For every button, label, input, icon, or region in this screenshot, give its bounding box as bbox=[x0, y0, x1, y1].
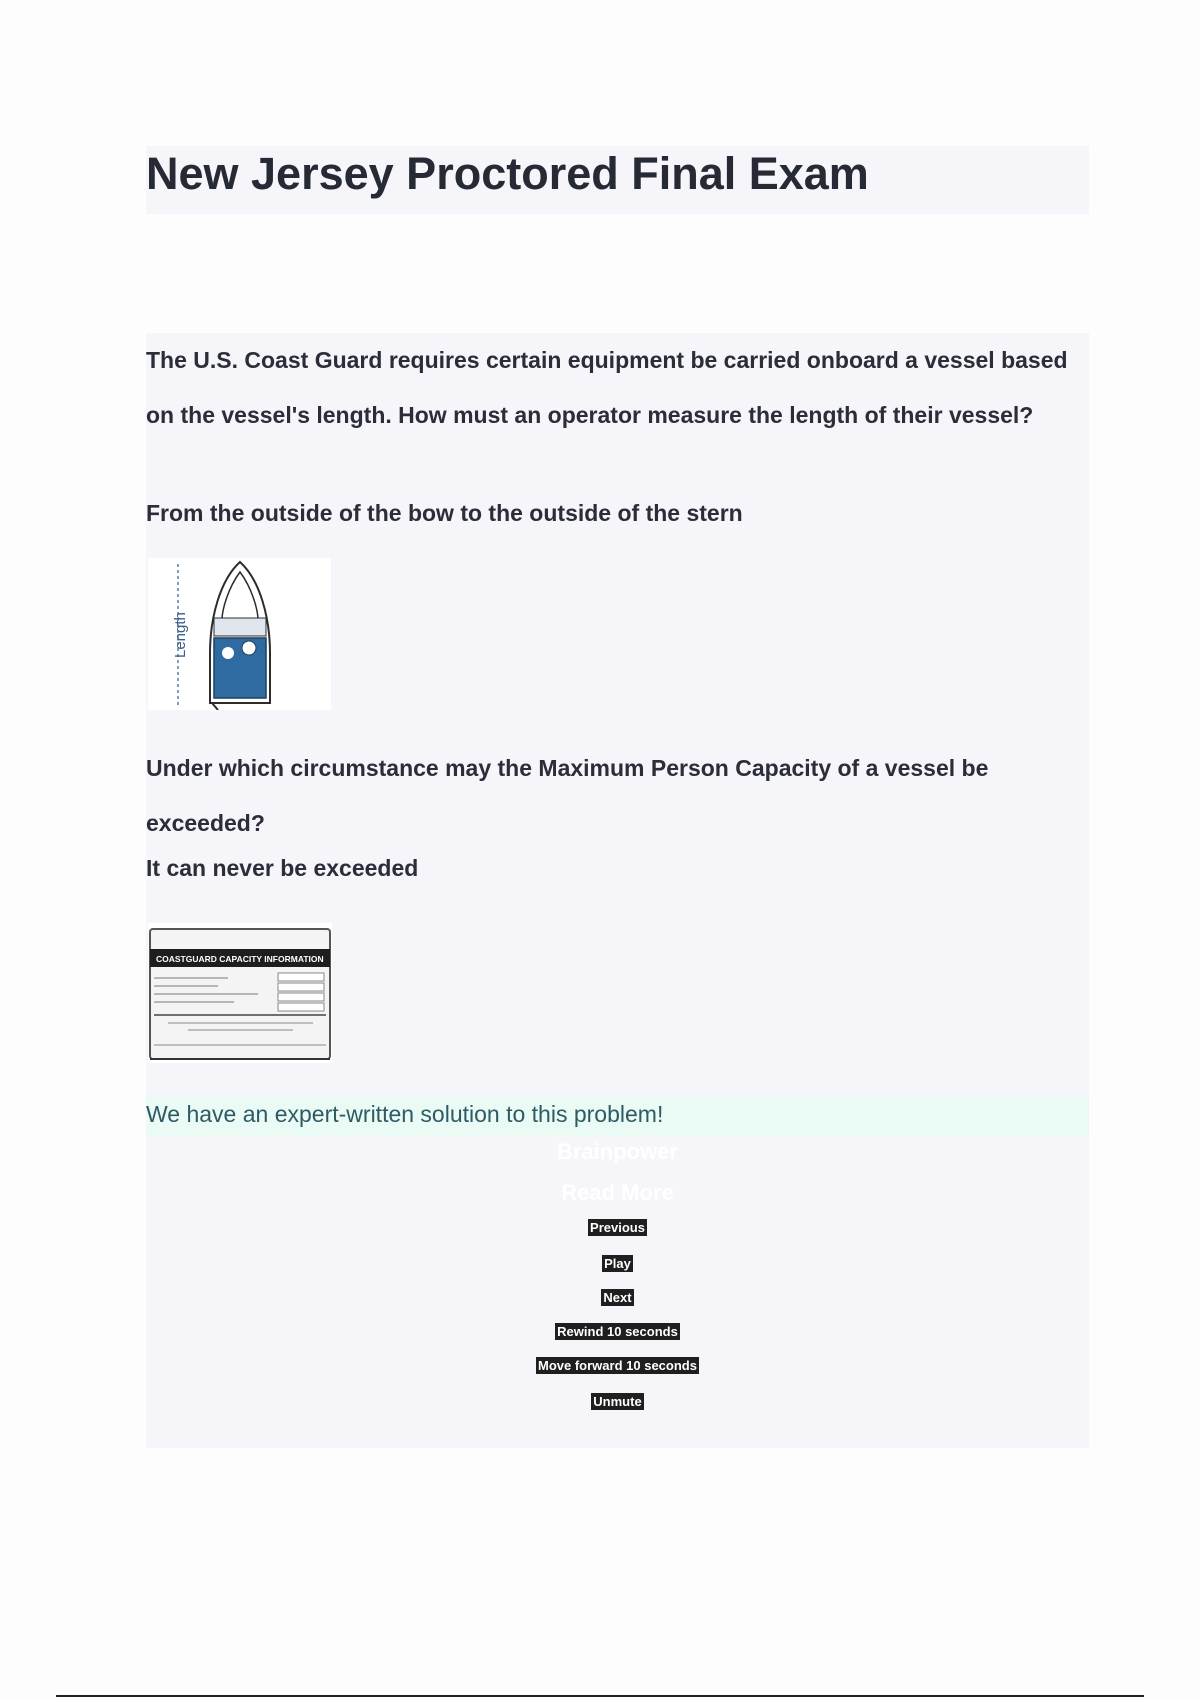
length-label: Length bbox=[172, 612, 189, 658]
answer-2: It can never be exceeded bbox=[146, 855, 419, 881]
question-2: Under which circumstance may the Maximum Person Capacity of a vessel be exceeded? bbox=[146, 755, 989, 836]
read-more-link[interactable]: Read More bbox=[561, 1180, 674, 1205]
rewind-button[interactable]: Rewind 10 seconds bbox=[557, 1324, 678, 1339]
answer-1: From the outside of the bow to the outside of the stern bbox=[146, 500, 743, 526]
next-button[interactable]: Next bbox=[603, 1290, 632, 1305]
unmute-button[interactable]: Unmute bbox=[593, 1394, 642, 1409]
plate-heading: COASTGUARD CAPACITY INFORMATION bbox=[156, 954, 324, 964]
solution-banner[interactable] bbox=[146, 1096, 1089, 1136]
brand-ghost-text: Brainpower bbox=[556, 1139, 679, 1164]
previous-button[interactable]: Previous bbox=[590, 1220, 645, 1235]
play-button[interactable]: Play bbox=[604, 1256, 631, 1271]
content-panel bbox=[146, 333, 1089, 1448]
title-block bbox=[146, 146, 1089, 214]
forward-button[interactable]: Move forward 10 seconds bbox=[538, 1358, 697, 1373]
solution-banner-text: We have an expert-written solution to this problem! bbox=[146, 1101, 664, 1127]
capacity-plate bbox=[148, 923, 332, 1063]
page-title: New Jersey Proctored Final Exam bbox=[146, 148, 869, 199]
question-1: The U.S. Coast Guard requires certain equipment be carried onboard a vessel based on the vessel's length. How must an operator measure the length of their vessel? bbox=[146, 347, 1068, 428]
boat-diagram bbox=[148, 558, 331, 710]
bottom-rule bbox=[56, 1695, 1144, 1697]
boat-length-image bbox=[148, 558, 331, 710]
capacity-plate-image bbox=[148, 923, 332, 1063]
